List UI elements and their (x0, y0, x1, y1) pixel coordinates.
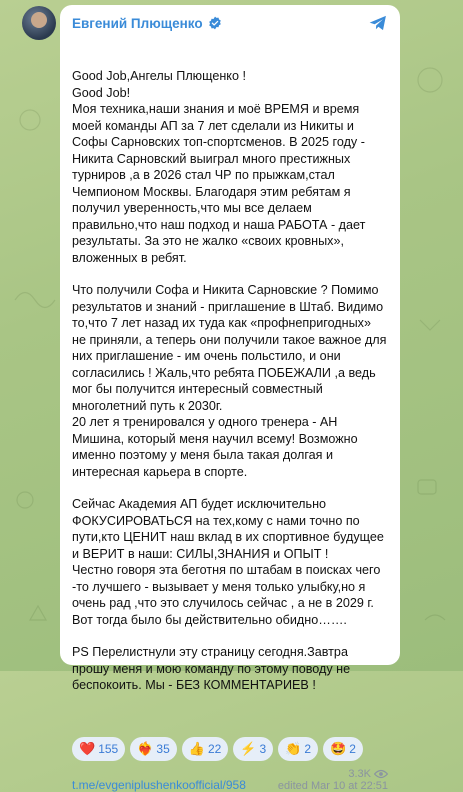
reaction-star-struck[interactable] (323, 737, 363, 761)
reaction-clap[interactable] (278, 737, 318, 761)
lightning-emoji-icon: ⚡ (240, 741, 257, 756)
message-bubble (60, 5, 400, 792)
reaction-count: 2 (349, 741, 356, 756)
reaction-thumbs-up[interactable] (182, 737, 229, 761)
eye-icon (374, 769, 388, 779)
message-paragraph: PS Перелистнули эту страницу сегодня.Завтра прошу меня и мою команду по этому поводу не беспокоить. Мы - БЕЗ КОММЕНТАРИЕВ ! (72, 645, 354, 692)
reaction-heart[interactable] (72, 737, 125, 761)
reaction-heart-on-fire[interactable] (130, 737, 177, 761)
reaction-count: 155 (98, 741, 119, 756)
verified-badge-icon (208, 16, 222, 30)
post-link[interactable]: t.me/evgeniplushenkoofficial/958 (72, 777, 246, 792)
message-text (72, 35, 388, 727)
reaction-count: 3 (259, 741, 267, 756)
reaction-count: 22 (207, 741, 222, 756)
heart-on-fire-emoji-icon: ❤️‍🔥 (137, 741, 154, 756)
reaction-count: 35 (156, 741, 170, 756)
thumbs-up-emoji-icon: 👍 (188, 741, 205, 756)
message-paragraph: Что получили Софа и Никита Сарновские ? Помимо результатов и знаний - приглашение в Штаб. Видимо то,что 7 лет назад их туда как «профнепригодных» не приняли, а теперь они получили такое важное для них приглашение - им очень польстило, и они согласились ! Жаль,что ребята ПОБЕЖАЛИ ,а ведь мог бы получится интересный совместный многолетний путь к 2030г. 20 лет я тренировался у одного тренера - АН Мишина, который меня научил всему! Возможно именно поэтому у меня была такая долгая и интересная карьера в спорте. (72, 283, 387, 479)
message-meta (278, 768, 388, 792)
star-struck-emoji-icon: 🤩 (330, 741, 347, 756)
message-footer (72, 768, 388, 792)
views-count: 3.3K (348, 767, 371, 780)
reactions-bar (72, 737, 388, 761)
channel-name[interactable]: Евгений Плющенко (72, 15, 203, 31)
reaction-lightning[interactable] (233, 737, 273, 761)
reaction-count: 2 (304, 741, 312, 756)
message-paragraph: Сейчас Академия АП будет исключительно ФОКУСИРОВАТЬСЯ на тех,кому с нами точно по пути,кто ЦЕНИТ наш вклад в их спортивное будущее и ВЕРИТ в наши: СИЛЫ,ЗНАНИЯ и ОПЫТ ! Честно говоря эта беготня по штабам в поисках чего -то лучшего - вызывает у меня только улыбку,но я очень рад ,что это случилось сейчас , а не в 2029 г. Вот тогда было бы действительно обидно……. (72, 497, 384, 627)
edited-timestamp: edited Mar 10 at 22:51 (277, 779, 388, 792)
clap-emoji-icon: 👏 (285, 741, 302, 756)
telegram-share-icon[interactable] (368, 13, 388, 33)
heart-emoji-icon: ❤️ (79, 741, 96, 756)
message-header (72, 13, 388, 33)
channel-avatar[interactable] (22, 6, 56, 40)
views-counter (278, 768, 388, 780)
message-paragraph: Good Job,Ангелы Плющенко ! Good Job! Моя техника,наши знания и моё ВРЕМЯ и время моей команды АП за 7 лет сделали из Никиты и Софы Сарновских топ-спортсменов. В 2025 году - Никита Сарновский выиграл много престижных турниров ,а в 2026 стал ЧР по прыжкам,стал Чемпионом Москвы. Благодаря этим ребятам я получил уверенность,что мы все делаем правильно,что наш подход и наша РАБОТА - дает результаты. За это не жалко «своих кровных», вложенных в ребят. (72, 69, 366, 265)
